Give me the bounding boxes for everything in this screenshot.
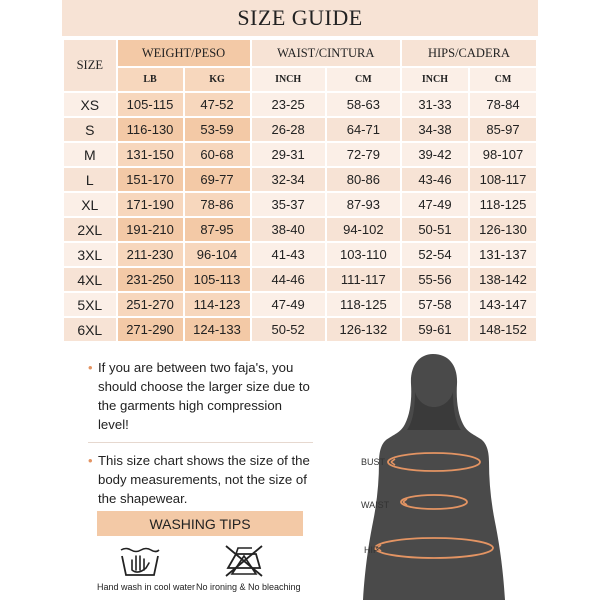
cell-waist-cm: 72-79 [327, 143, 400, 166]
cell-waist-in: 35-37 [252, 193, 325, 216]
table-row [64, 93, 536, 116]
cell-size: 6XL [64, 318, 116, 341]
header-waist: WAIST/CINTURA [252, 40, 400, 66]
cell-kg: 96-104 [185, 243, 250, 266]
cell-hips-in: 34-38 [402, 118, 468, 141]
table-row [64, 268, 536, 291]
cell-hips-in: 43-46 [402, 168, 468, 191]
cell-lb: 231-250 [118, 268, 183, 291]
cell-hips-in: 50-51 [402, 218, 468, 241]
no-iron-bleach-icon [222, 542, 266, 578]
bust-label: BUST [361, 457, 386, 467]
cell-waist-cm: 118-125 [327, 293, 400, 316]
table-row [64, 193, 536, 216]
cell-lb: 251-270 [118, 293, 183, 316]
size-table [62, 38, 538, 343]
cell-hips-in: 52-54 [402, 243, 468, 266]
cell-waist-in: 44-46 [252, 268, 325, 291]
header-kg: KG [185, 68, 250, 91]
table-row [64, 168, 536, 191]
cell-waist-cm: 94-102 [327, 218, 400, 241]
cell-hips-cm: 148-152 [470, 318, 536, 341]
divider [88, 442, 313, 443]
note-larger-size: • If you are between two faja's, you should choose the larger size due to the garments high compression level! [88, 360, 310, 432]
header-waist-cm: CM [327, 68, 400, 91]
cell-size: 4XL [64, 268, 116, 291]
cell-kg: 124-133 [185, 318, 250, 341]
cell-kg: 78-86 [185, 193, 250, 216]
cell-kg: 47-52 [185, 93, 250, 116]
cell-size: XS [64, 93, 116, 116]
cell-hips-in: 59-61 [402, 318, 468, 341]
header-waist-inch: INCH [252, 68, 325, 91]
cell-waist-cm: 111-117 [327, 268, 400, 291]
cell-size: S [64, 118, 116, 141]
cell-size: L [64, 168, 116, 191]
cell-hips-cm: 108-117 [470, 168, 536, 191]
cell-hips-in: 39-42 [402, 143, 468, 166]
cell-hips-in: 31-33 [402, 93, 468, 116]
cell-lb: 211-230 [118, 243, 183, 266]
cell-waist-in: 50-52 [252, 318, 325, 341]
cell-hips-cm: 131-137 [470, 243, 536, 266]
cell-waist-cm: 80-86 [327, 168, 400, 191]
cell-lb: 131-150 [118, 143, 183, 166]
bullet-icon: • [88, 453, 93, 468]
table-row [64, 118, 536, 141]
page-title: SIZE GUIDE [62, 0, 538, 36]
cell-waist-in: 47-49 [252, 293, 325, 316]
cell-hips-cm: 126-130 [470, 218, 536, 241]
cell-waist-cm: 87-93 [327, 193, 400, 216]
cell-waist-in: 26-28 [252, 118, 325, 141]
cell-waist-in: 32-34 [252, 168, 325, 191]
cell-size: 2XL [64, 218, 116, 241]
table-row [64, 243, 536, 266]
cell-kg: 114-123 [185, 293, 250, 316]
waist-label: WAIST [361, 500, 390, 510]
cell-lb: 151-170 [118, 168, 183, 191]
table-row [64, 293, 536, 316]
hand-wash-icon [118, 542, 162, 578]
cell-kg: 60-68 [185, 143, 250, 166]
cell-lb: 116-130 [118, 118, 183, 141]
cell-lb: 191-210 [118, 218, 183, 241]
cell-hips-in: 47-49 [402, 193, 468, 216]
header-hips-inch: INCH [402, 68, 468, 91]
cell-kg: 69-77 [185, 168, 250, 191]
cell-lb: 271-290 [118, 318, 183, 341]
cell-size: 3XL [64, 243, 116, 266]
cell-waist-in: 38-40 [252, 218, 325, 241]
cell-waist-cm: 64-71 [327, 118, 400, 141]
cell-lb: 171-190 [118, 193, 183, 216]
cell-waist-cm: 103-110 [327, 243, 400, 266]
table-row [64, 218, 536, 241]
notes [88, 358, 313, 508]
cell-waist-cm: 58-63 [327, 93, 400, 116]
header-hips-cm: CM [470, 68, 536, 91]
table-row [64, 143, 536, 166]
cell-waist-in: 29-31 [252, 143, 325, 166]
cell-hips-cm: 118-125 [470, 193, 536, 216]
cell-waist-cm: 126-132 [327, 318, 400, 341]
cell-size: XL [64, 193, 116, 216]
header-size: SIZE [64, 40, 116, 91]
cell-hips-cm: 85-97 [470, 118, 536, 141]
cell-kg: 53-59 [185, 118, 250, 141]
cell-hips-in: 55-56 [402, 268, 468, 291]
cell-kg: 87-95 [185, 218, 250, 241]
note-body-measurements: • This size chart shows the size of the body measurements, not the size of the shapewear. [88, 453, 310, 506]
cell-waist-in: 41-43 [252, 243, 325, 266]
cell-hips-in: 57-58 [402, 293, 468, 316]
cell-waist-in: 23-25 [252, 93, 325, 116]
table-row [64, 318, 536, 341]
bullet-icon: • [88, 360, 93, 375]
cell-size: M [64, 143, 116, 166]
silhouette-shape [363, 354, 505, 600]
header-weight: WEIGHT/PESO [118, 40, 250, 66]
hand-wash-caption: Hand wash in cool water [97, 582, 196, 592]
hip-label: HIP [364, 545, 380, 555]
cell-lb: 105-115 [118, 93, 183, 116]
cell-kg: 105-113 [185, 268, 250, 291]
washing-tips-title: WASHING TIPS [97, 511, 303, 536]
no-iron-caption: No ironing & No bleaching [196, 582, 301, 592]
cell-hips-cm: 78-84 [470, 93, 536, 116]
header-hips: HIPS/CADERA [402, 40, 536, 66]
header-lb: LB [118, 68, 183, 91]
cell-size: 5XL [64, 293, 116, 316]
cell-hips-cm: 143-147 [470, 293, 536, 316]
cell-hips-cm: 138-142 [470, 268, 536, 291]
body-silhouette [355, 352, 515, 600]
cell-hips-cm: 98-107 [470, 143, 536, 166]
